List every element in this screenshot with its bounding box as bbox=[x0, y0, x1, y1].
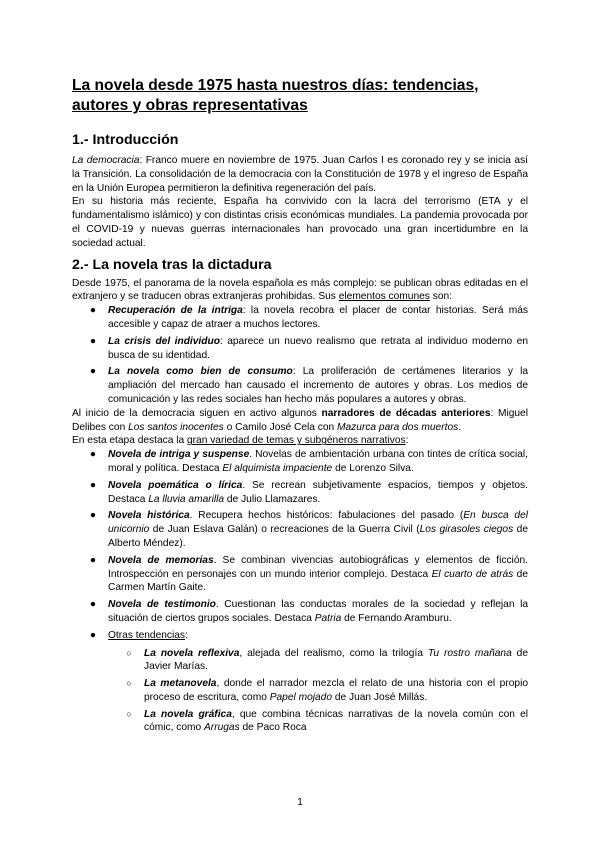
list-item bbox=[72, 479, 528, 507]
bullet-icon: ● bbox=[89, 510, 97, 522]
narradores-paragraph bbox=[72, 407, 528, 435]
bullet-icon: ● bbox=[89, 305, 97, 317]
narradores-text: : Miguel Delibes con bbox=[72, 407, 528, 433]
document-title: La novela desde 1975 hasta nuestros días: tendencias, autores y obras representativas bbox=[72, 77, 479, 114]
intro-paragraph-democracia bbox=[72, 154, 528, 195]
work-title: La lluvia amarilla bbox=[148, 493, 225, 505]
item-lead: Novela histórica bbox=[108, 510, 190, 522]
list-item bbox=[72, 335, 528, 363]
item-text: de Julio Llamazares. bbox=[224, 493, 321, 505]
item-text: : bbox=[185, 629, 188, 641]
item-text: de Juan José Millás. bbox=[332, 691, 428, 703]
narradores-text: . bbox=[458, 421, 462, 433]
list-item-otras-tendencias bbox=[72, 629, 528, 643]
item-text: , donde el narrador mezcla el relato de una historia con el propio proceso de escritura, como bbox=[144, 678, 528, 703]
work-title: Mazurca para dos muertos bbox=[337, 421, 459, 433]
list-item bbox=[72, 598, 528, 626]
page-content bbox=[72, 76, 528, 735]
bullet-icon: ● bbox=[89, 449, 97, 461]
work-title: Papel mojado bbox=[269, 691, 333, 703]
work-title: Tu rostro mañana bbox=[427, 647, 512, 659]
item-text: . Se recrean subjetivamente espacios, tiempos y objetos. Destaca bbox=[108, 479, 528, 505]
item-text: de Juan Eslava Galán) o recreaciones de la Guerra Civil ( bbox=[149, 524, 420, 536]
circle-bullet-icon: ○ bbox=[126, 708, 132, 719]
list-item bbox=[72, 509, 528, 550]
variedad-tail: : bbox=[405, 435, 409, 447]
work-title: Patria bbox=[314, 612, 342, 624]
page-number: 1 bbox=[297, 797, 303, 808]
narradores-text: Al inicio de la democracia siguen en activo algunos bbox=[72, 407, 322, 419]
item-text: . Cuestionan las conductas morales de la sociedad y reflejan la situación de ciertos grupos sociales. Destaca bbox=[108, 599, 528, 624]
section-heading-novela-dictadura: 2.- La novela tras la dictadura bbox=[72, 256, 272, 273]
item-text: de Lorenzo Silva. bbox=[332, 462, 414, 474]
democracia-text: : Franco muere en noviembre de 1975. Juan Carlos I es coronado rey y se inicia así la Transición. La consolidación de la democracia con la Constitución de 1978 y el ingreso de España en la Unión Europea permitieron la definitiva regeneración del país. bbox=[72, 155, 528, 194]
bullet-icon: ● bbox=[89, 599, 97, 611]
item-lead: La novela gráfica bbox=[144, 708, 232, 720]
list-item bbox=[72, 554, 528, 595]
item-text: de Fernando Aramburu. bbox=[341, 612, 452, 624]
item-lead: La novela reflexiva bbox=[144, 647, 240, 659]
intro-paragraph-historia: En su historia más reciente, España ha convivido con la lacra del terrorismo (ETA y el fundamentalismo islámico) y con distintas crisis económicas mundiales. La pandemia provocada por el COVID-19 y nuevas guerras internacionales han provocado una gran incertidumbre en la sociedad actual. bbox=[72, 196, 528, 249]
circle-bullet-icon: ○ bbox=[126, 678, 132, 689]
list-item bbox=[72, 708, 528, 736]
item-text: , que combina técnicas narrativas de la novela común con el cómic, como bbox=[144, 708, 528, 734]
otras-tendencias-label: Otras tendencias bbox=[108, 629, 186, 641]
narradores-text: o Camilo José Cela con bbox=[223, 421, 338, 433]
item-text: : la novela recobra el placer de contar historias. Será más accesible y capaz de atraer a muchos lectores. bbox=[108, 305, 528, 330]
democracia-lead: La democracia bbox=[72, 155, 140, 166]
work-title: El cuarto de atrás bbox=[431, 568, 514, 580]
bullet-icon: ● bbox=[89, 629, 97, 641]
bullet-icon: ● bbox=[89, 366, 97, 378]
elementos-comunes-link: elementos comunes bbox=[338, 291, 430, 303]
list-item bbox=[72, 365, 528, 406]
item-text: . Novelas de ambientación urbana con tintes de crítica social, moral y política. Destaca bbox=[108, 449, 528, 474]
list-item bbox=[72, 677, 528, 705]
bullet-icon: ● bbox=[89, 335, 97, 347]
item-text: . Recupera hechos históricos: fabulaciones del pasado ( bbox=[189, 510, 464, 522]
item-text: : La proliferación de certámenes literarios y la ampliación del mercado han causado el incremento de autores y obras. Los medios de comunicación y las redes sociales han hecho más populares a autores y obras. bbox=[108, 366, 529, 405]
work-title: Los girasoles ciegos bbox=[419, 524, 514, 536]
item-text: de Carmen Martín Gaite. bbox=[108, 568, 528, 594]
item-text: : aparece un nuevo realismo que retrata al individuo moderno en busca de su identidad. bbox=[108, 335, 528, 361]
circle-bullet-icon: ○ bbox=[126, 647, 132, 658]
item-text: de Paco Roca bbox=[239, 722, 307, 734]
variedad-paragraph bbox=[72, 434, 528, 448]
bullet-icon: ● bbox=[89, 554, 97, 566]
item-lead: La novela como bien de consumo bbox=[108, 366, 293, 378]
genres-list bbox=[72, 448, 528, 642]
work-title: En busca del unicornio bbox=[108, 510, 529, 536]
work-title: Arrugas bbox=[204, 722, 240, 734]
variedad-underlined: gran variedad de temas y subgéneros narrativos bbox=[186, 435, 406, 447]
bullet-icon: ● bbox=[89, 479, 97, 491]
item-text: de Javier Marías. bbox=[144, 647, 528, 673]
elementos-list bbox=[72, 304, 528, 407]
item-lead: La crisis del individuo bbox=[108, 335, 220, 347]
item-text: . Se combinan vivencias autobiográficas y elementos de ficción. Introspección en personajes con un mundo interior complejo. Destaca bbox=[108, 554, 528, 580]
item-lead: Novela poemática o lírica bbox=[108, 479, 243, 491]
narradores-bold: narradores de décadas anteriores bbox=[321, 407, 491, 419]
work-title: Los santos inocentes bbox=[128, 421, 224, 433]
novela-intro-paragraph bbox=[72, 277, 528, 305]
list-item bbox=[72, 304, 528, 332]
item-text: de Alberto Méndez). bbox=[108, 524, 528, 549]
section-heading-introduccion: 1.- Introducción bbox=[72, 132, 179, 148]
novela-intro-tail: son: bbox=[429, 291, 452, 303]
item-lead: Novela de memorias bbox=[108, 554, 214, 566]
otras-tendencias-list bbox=[72, 647, 528, 736]
variedad-text: En esta etapa destaca la bbox=[72, 435, 187, 447]
item-lead: Novela de intriga y suspense bbox=[108, 449, 250, 461]
item-lead: Novela de testimonio bbox=[108, 599, 216, 611]
list-item bbox=[72, 448, 528, 476]
novela-intro-text: Desde 1975, el panorama de la novela española es más complejo: se publican obras editadas en el extranjero y se traducen obras extranjeras prohibidas. Sus bbox=[72, 277, 528, 303]
list-item bbox=[72, 647, 528, 675]
item-lead: La metanovela bbox=[144, 678, 217, 690]
item-text: , alejada del realismo, como la trilogía bbox=[239, 647, 428, 659]
item-lead: Recuperación de la intriga bbox=[108, 305, 243, 317]
work-title: El alquimista impaciente bbox=[222, 462, 333, 474]
